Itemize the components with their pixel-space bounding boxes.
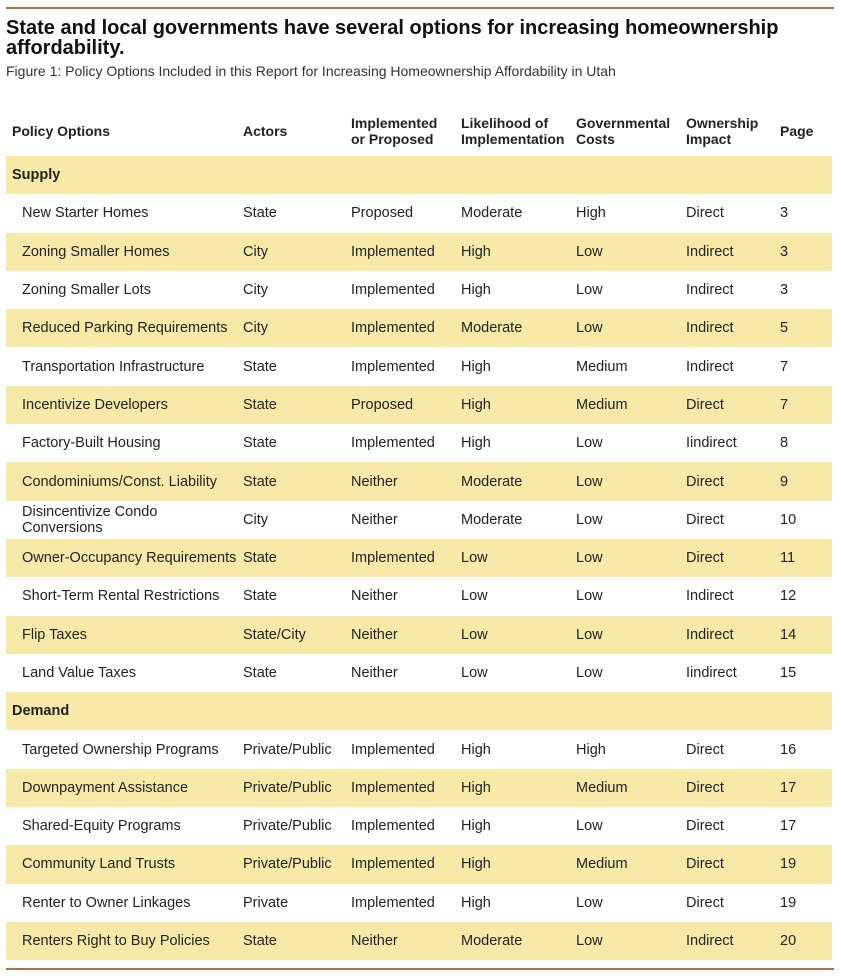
table-row bbox=[6, 271, 832, 309]
cell-implemented: Implemented bbox=[351, 358, 435, 375]
cell-actors: State/City bbox=[237, 616, 345, 654]
cell-costs: Medium bbox=[570, 769, 680, 807]
table-row bbox=[6, 462, 832, 500]
cell-actors: State bbox=[243, 665, 277, 681]
table-row bbox=[6, 654, 832, 692]
bottom-rule bbox=[6, 968, 834, 970]
cell-implemented: Proposed bbox=[345, 386, 455, 424]
cell-implemented: Implemented bbox=[351, 741, 435, 758]
cell-costs: High bbox=[576, 741, 606, 758]
cell-likelihood: High bbox=[455, 769, 570, 807]
cell-page: 7 bbox=[774, 386, 832, 424]
table-row bbox=[6, 424, 832, 462]
cell-likelihood: Moderate bbox=[461, 205, 523, 222]
cell-impact: Indirect bbox=[686, 358, 734, 375]
cell-likelihood: High bbox=[461, 435, 491, 452]
cell-page: 3 bbox=[780, 205, 789, 222]
cell-page: 15 bbox=[780, 665, 797, 681]
cell-page: 5 bbox=[774, 309, 832, 347]
cell-impact: Iindirect bbox=[686, 665, 737, 681]
cell-likelihood: High bbox=[461, 741, 491, 758]
cell-costs: Low bbox=[570, 233, 680, 271]
cell-actors: Private/Public bbox=[243, 818, 332, 835]
policy-options-table bbox=[6, 108, 832, 960]
cell-page: 7 bbox=[780, 358, 789, 375]
cell-impact: Direct bbox=[680, 386, 774, 424]
cell-costs: Medium bbox=[576, 358, 628, 375]
cell-likelihood: High bbox=[461, 282, 491, 299]
cell-costs: Low bbox=[576, 511, 603, 528]
cell-impact: Direct bbox=[680, 462, 774, 500]
cell-implemented: Implemented bbox=[345, 539, 455, 577]
cell-impact: Iindirect bbox=[686, 435, 737, 452]
section-row bbox=[6, 156, 832, 194]
cell-costs: Low bbox=[576, 282, 603, 299]
section-label: Supply bbox=[6, 156, 832, 194]
cell-impact: Direct bbox=[686, 741, 724, 758]
cell-policy: Renter to Owner Linkages bbox=[22, 894, 191, 911]
cell-impact: Indirect bbox=[686, 282, 734, 299]
cell-policy: Short-Term Rental Restrictions bbox=[22, 588, 220, 605]
cell-implemented: Implemented bbox=[351, 894, 435, 911]
cell-implemented: Implemented bbox=[351, 818, 435, 835]
cell-actors: Private bbox=[243, 894, 289, 911]
cell-implemented: Proposed bbox=[351, 205, 414, 222]
cell-policy: Renters Right to Buy Policies bbox=[6, 922, 237, 960]
cell-page: 19 bbox=[774, 845, 832, 883]
cell-likelihood: High bbox=[461, 358, 491, 375]
cell-impact: Indirect bbox=[686, 588, 734, 605]
cell-actors: State bbox=[237, 462, 345, 500]
cell-actors: State bbox=[243, 588, 277, 605]
cell-policy: Transportation Infrastructure bbox=[22, 358, 205, 375]
col-header-likelihood: Likelihood of Implementation bbox=[461, 115, 565, 147]
table-row bbox=[6, 922, 832, 960]
cell-actors: Private/Public bbox=[237, 845, 345, 883]
table-row bbox=[6, 769, 832, 807]
cell-impact: Direct bbox=[680, 769, 774, 807]
table-row bbox=[6, 194, 832, 232]
header-row bbox=[6, 108, 832, 156]
cell-policy: Zoning Smaller Lots bbox=[22, 282, 151, 299]
cell-impact: Direct bbox=[686, 511, 724, 528]
cell-costs: Low bbox=[576, 588, 603, 605]
cell-page: 9 bbox=[774, 462, 832, 500]
section-label: Demand bbox=[6, 692, 832, 730]
cell-page: 3 bbox=[780, 282, 789, 299]
cell-policy: Flip Taxes bbox=[6, 616, 237, 654]
cell-implemented: Neither bbox=[345, 922, 455, 960]
cell-likelihood: Moderate bbox=[455, 309, 570, 347]
table-row bbox=[6, 730, 832, 768]
cell-costs: Low bbox=[570, 309, 680, 347]
cell-costs: Low bbox=[576, 435, 603, 452]
cell-page: 16 bbox=[780, 741, 797, 758]
cell-page: 3 bbox=[774, 233, 832, 271]
cell-likelihood: High bbox=[455, 845, 570, 883]
table-row bbox=[6, 616, 832, 654]
cell-page: 20 bbox=[774, 922, 832, 960]
cell-actors: State bbox=[237, 386, 345, 424]
table-row bbox=[6, 577, 832, 615]
cell-likelihood: High bbox=[455, 233, 570, 271]
top-rule bbox=[6, 7, 834, 9]
cell-implemented: Neither bbox=[351, 665, 398, 681]
cell-actors: State bbox=[243, 435, 277, 452]
table-row bbox=[6, 386, 832, 424]
cell-likelihood: Moderate bbox=[461, 511, 523, 528]
cell-costs: Low bbox=[570, 922, 680, 960]
cell-policy: New Starter Homes bbox=[22, 205, 149, 222]
cell-costs: Low bbox=[570, 616, 680, 654]
cell-actors: State bbox=[237, 922, 345, 960]
cell-implemented: Implemented bbox=[345, 309, 455, 347]
cell-page: 10 bbox=[780, 511, 797, 528]
cell-impact: Direct bbox=[686, 818, 724, 835]
cell-likelihood: Low bbox=[455, 539, 570, 577]
cell-page: 17 bbox=[774, 769, 832, 807]
cell-policy: Zoning Smaller Homes bbox=[6, 233, 237, 271]
cell-impact: Indirect bbox=[680, 233, 774, 271]
cell-impact: Direct bbox=[680, 539, 774, 577]
cell-implemented: Implemented bbox=[345, 233, 455, 271]
cell-implemented: Implemented bbox=[351, 435, 435, 452]
cell-implemented: Implemented bbox=[345, 769, 455, 807]
cell-costs: High bbox=[576, 205, 606, 222]
table-row bbox=[6, 233, 832, 271]
cell-implemented: Neither bbox=[345, 616, 455, 654]
col-header-actors: Actors bbox=[243, 123, 288, 139]
cell-impact: Indirect bbox=[680, 616, 774, 654]
col-header-implemented: Implemented or Proposed bbox=[351, 115, 438, 147]
cell-policy: Shared-Equity Programs bbox=[22, 818, 181, 835]
table-row bbox=[6, 807, 832, 845]
col-header-policy: Policy Options bbox=[12, 123, 111, 139]
cell-likelihood: Low bbox=[461, 588, 488, 605]
cell-likelihood: High bbox=[461, 818, 491, 835]
cell-likelihood: Low bbox=[455, 616, 570, 654]
cell-page: 14 bbox=[774, 616, 832, 654]
cell-costs: Low bbox=[576, 818, 603, 835]
cell-actors: City bbox=[237, 233, 345, 271]
cell-actors: State bbox=[237, 539, 345, 577]
cell-actors: Private/Public bbox=[243, 741, 332, 758]
cell-impact: Indirect bbox=[680, 309, 774, 347]
cell-likelihood: High bbox=[455, 386, 570, 424]
cell-actors: City bbox=[243, 282, 268, 299]
cell-policy: Incentivize Developers bbox=[6, 386, 237, 424]
cell-implemented: Implemented bbox=[345, 845, 455, 883]
cell-page: 12 bbox=[780, 588, 797, 605]
cell-actors: State bbox=[243, 358, 277, 375]
table-row bbox=[6, 347, 832, 385]
cell-implemented: Neither bbox=[351, 511, 398, 528]
cell-policy: Factory-Built Housing bbox=[22, 435, 161, 452]
col-header-page: Page bbox=[780, 123, 814, 139]
cell-costs: Medium bbox=[570, 845, 680, 883]
cell-impact: Indirect bbox=[680, 922, 774, 960]
cell-page: 17 bbox=[780, 818, 797, 835]
cell-impact: Direct bbox=[680, 845, 774, 883]
cell-policy: Disincentivize Condo Conversions bbox=[22, 503, 158, 536]
table-row bbox=[6, 884, 832, 922]
cell-actors: City bbox=[243, 511, 268, 528]
cell-policy: Land Value Taxes bbox=[22, 665, 136, 681]
cell-costs: Low bbox=[570, 539, 680, 577]
cell-actors: City bbox=[237, 309, 345, 347]
cell-actors: Private/Public bbox=[237, 769, 345, 807]
cell-likelihood: High bbox=[461, 894, 491, 911]
cell-policy: Targeted Ownership Programs bbox=[22, 741, 219, 758]
cell-costs: Low bbox=[576, 665, 603, 681]
cell-costs: Low bbox=[576, 894, 603, 911]
headline: State and local governments have several options for increasing homeownership affordability. bbox=[6, 17, 779, 59]
cell-policy: Condominiums/Const. Liability bbox=[6, 462, 237, 500]
cell-policy: Owner-Occupancy Requirements bbox=[6, 539, 237, 577]
cell-actors: State bbox=[243, 205, 277, 222]
table-row bbox=[6, 309, 832, 347]
cell-implemented: Neither bbox=[345, 462, 455, 500]
table-row bbox=[6, 539, 832, 577]
col-header-impact: Ownership Impact bbox=[686, 115, 759, 147]
section-row bbox=[6, 692, 832, 730]
cell-implemented: Neither bbox=[351, 588, 398, 605]
cell-policy: Downpayment Assistance bbox=[6, 769, 237, 807]
cell-impact: Direct bbox=[686, 205, 724, 222]
cell-likelihood: Low bbox=[461, 665, 488, 681]
cell-page: 8 bbox=[780, 435, 789, 452]
cell-page: 11 bbox=[774, 539, 832, 577]
cell-policy: Reduced Parking Requirements bbox=[6, 309, 237, 347]
cell-policy: Community Land Trusts bbox=[6, 845, 237, 883]
cell-page: 19 bbox=[780, 894, 797, 911]
cell-costs: Low bbox=[570, 462, 680, 500]
cell-likelihood: Moderate bbox=[455, 922, 570, 960]
cell-implemented: Implemented bbox=[351, 282, 435, 299]
cell-likelihood: Moderate bbox=[455, 462, 570, 500]
table-row bbox=[6, 845, 832, 883]
table-row bbox=[6, 501, 832, 539]
cell-impact: Direct bbox=[686, 894, 724, 911]
cell-costs: Medium bbox=[570, 386, 680, 424]
col-header-costs: Governmental Costs bbox=[576, 115, 671, 147]
figure-caption: Figure 1: Policy Options Included in this Report for Increasing Homeownership Affordability in Utah bbox=[6, 63, 616, 79]
